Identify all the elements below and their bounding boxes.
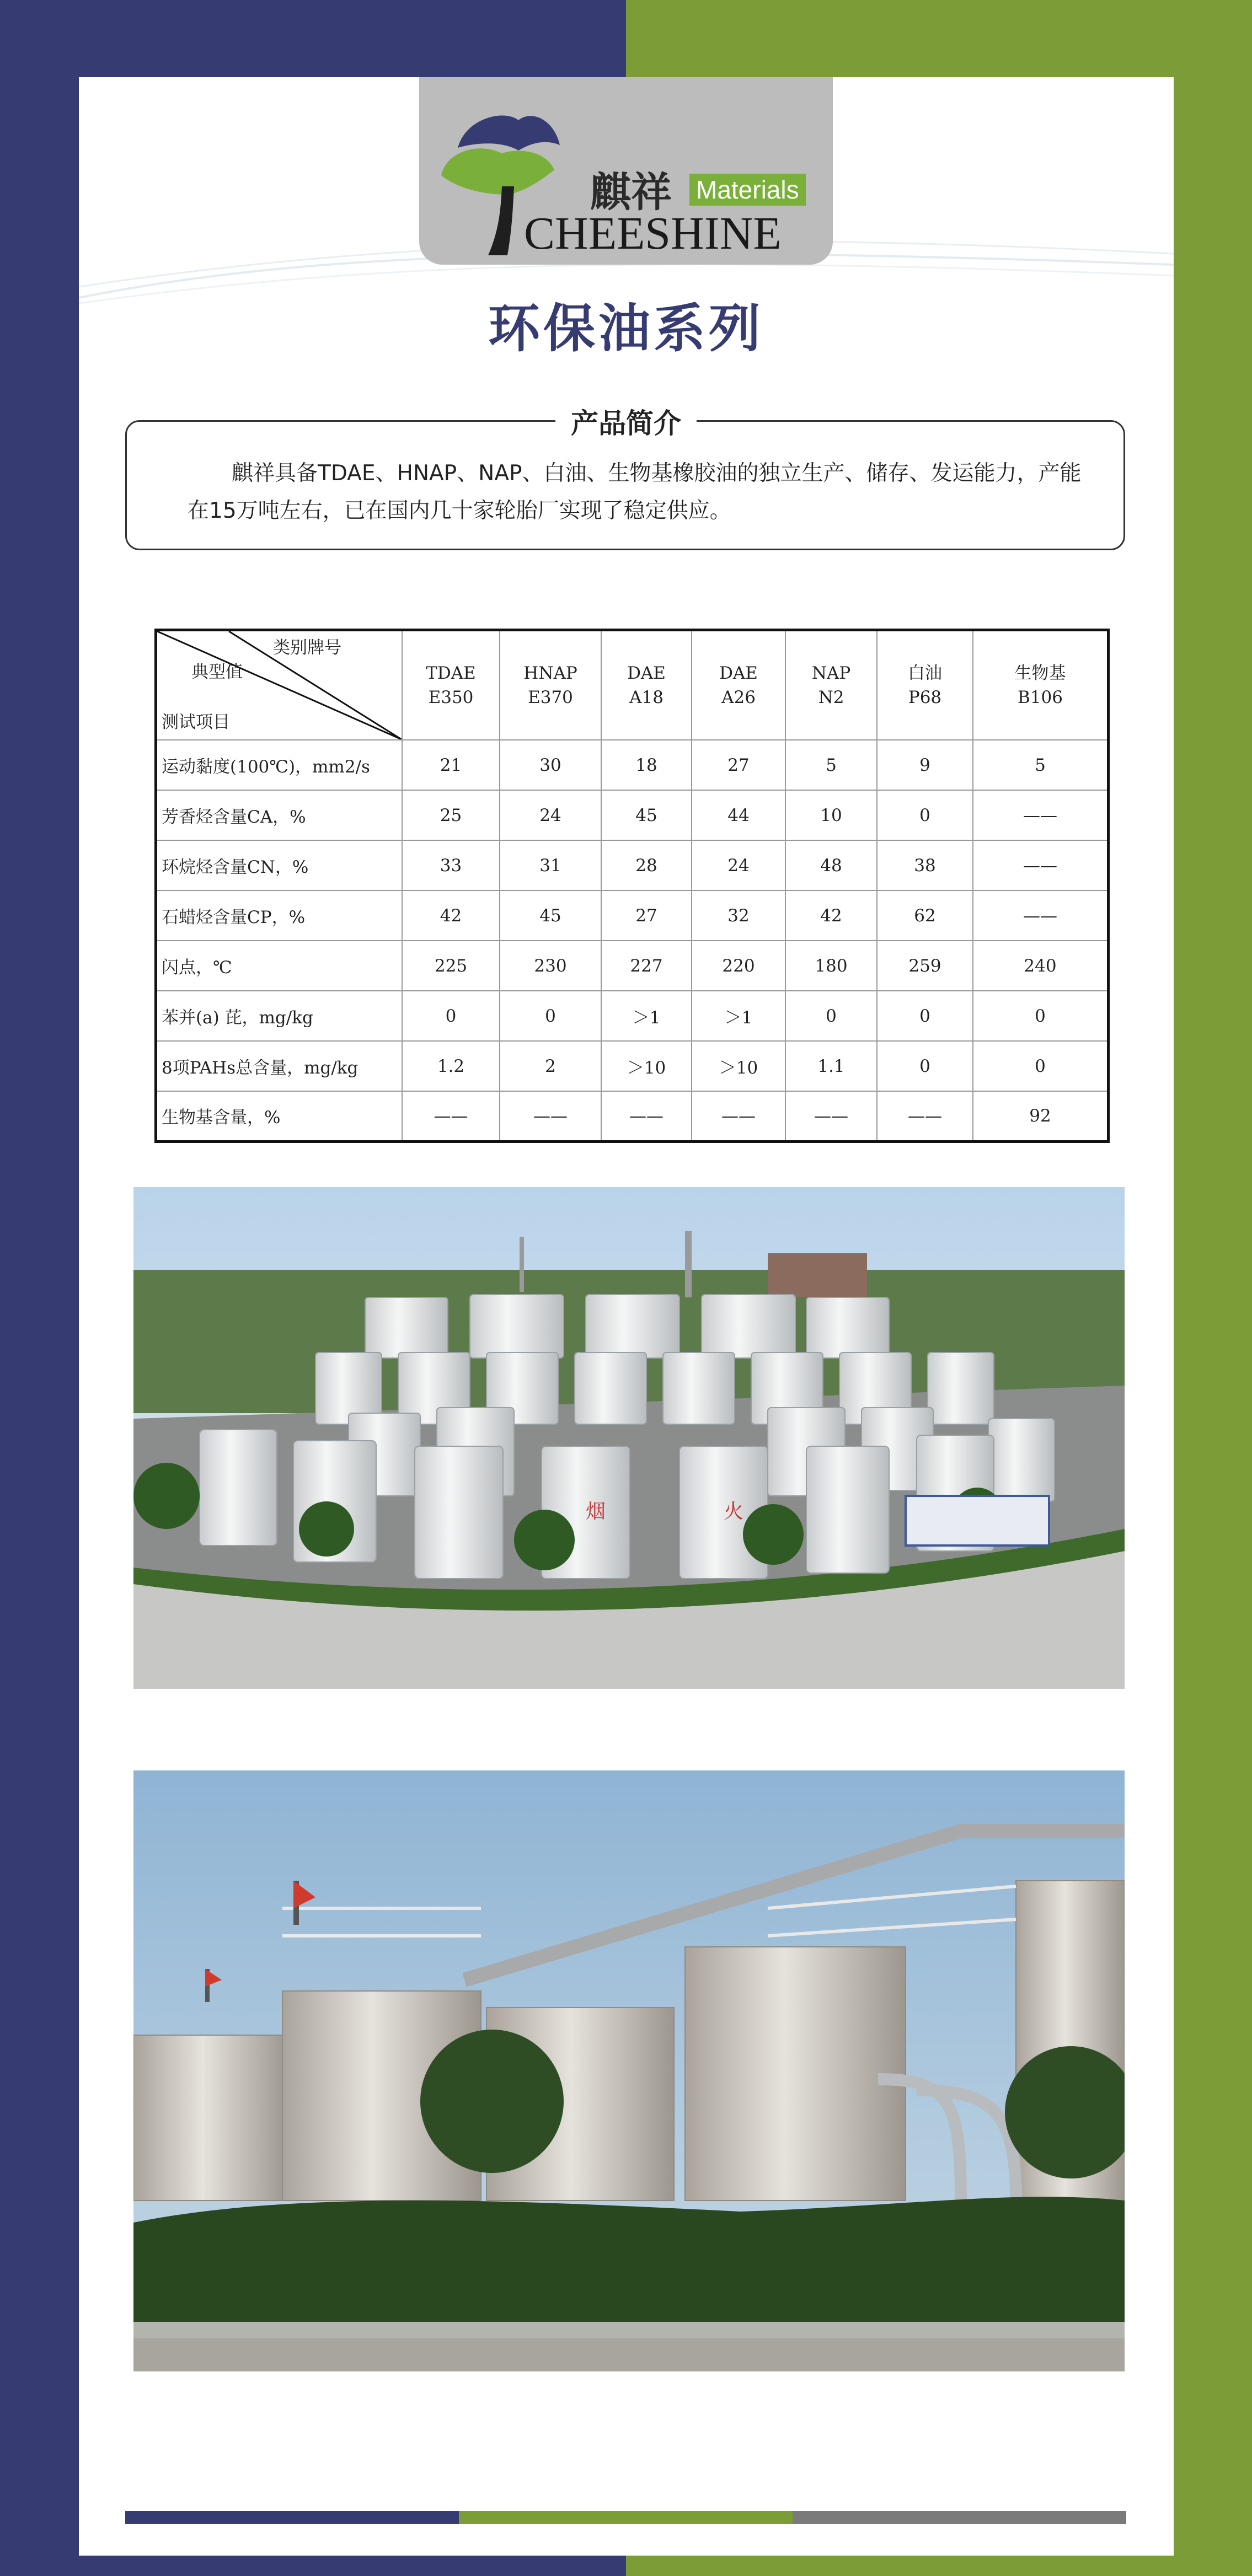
logo-english-name: CHEESHINE: [524, 208, 782, 259]
table-cell: 45: [601, 790, 692, 840]
table-cell: 5: [973, 740, 1109, 790]
row-label: 环烷烃含量CN，%: [156, 840, 403, 890]
tank-sign-smoke: 烟: [586, 1500, 606, 1523]
row-label: 芳香烃含量CA，%: [156, 790, 403, 840]
table-cell: 24: [692, 840, 785, 890]
table-cell: ——: [973, 840, 1109, 890]
table-cell: ——: [601, 1091, 692, 1141]
column-header: DAE A26: [692, 630, 785, 740]
table-cell: 0: [785, 991, 877, 1041]
table-cell: 0: [500, 991, 601, 1041]
tank-farm-photo: [133, 1187, 1125, 1689]
table-cell: ＞10: [601, 1041, 692, 1091]
table-cell: ＞10: [692, 1041, 785, 1091]
intro-heading-wrap: [0, 401, 1252, 441]
footer-bar-navy: [125, 2511, 459, 2524]
column-header: DAE A18: [601, 630, 692, 740]
table-cell: 0: [877, 1041, 973, 1091]
table-cell: 25: [402, 790, 500, 840]
table-cell: 227: [601, 941, 692, 991]
column-header: NAP N2: [785, 630, 877, 740]
table-row: [156, 890, 1109, 941]
table-cell: 240: [973, 941, 1109, 991]
table-cell: 225: [402, 941, 500, 991]
table-cell: 10: [785, 790, 877, 840]
table-cell: ——: [692, 1091, 785, 1141]
table-cell: ——: [402, 1091, 500, 1141]
logo-materials-badge: Materials: [689, 174, 806, 206]
footer-bar-gray: [793, 2511, 1126, 2524]
table-cell: ——: [973, 790, 1109, 840]
table-cell: 21: [402, 740, 500, 790]
tank-sign-fire: 火: [724, 1500, 744, 1523]
column-header: 生物基 B106: [973, 630, 1109, 740]
table-row: [156, 1091, 1109, 1141]
table-row: [156, 740, 1109, 790]
table-cell: 33: [402, 840, 500, 890]
table-cell: 0: [402, 991, 500, 1041]
table-cell: 180: [785, 941, 877, 991]
corner-label-top: 类别牌号: [273, 638, 341, 658]
column-header: HNAP E370: [500, 630, 601, 740]
table-row: [156, 790, 1109, 840]
table-row: [156, 1041, 1109, 1091]
table-cell: ——: [500, 1091, 601, 1141]
row-label: 运动黏度(100℃)，mm2/s: [156, 740, 403, 790]
table-cell: 2: [500, 1041, 601, 1091]
table-cell: 30: [500, 740, 601, 790]
table-cell: 0: [877, 790, 973, 840]
table-cell: ＞1: [692, 991, 785, 1041]
table-cell: 0: [973, 1041, 1109, 1091]
table-corner-cell: [156, 630, 403, 740]
table-cell: 259: [877, 941, 973, 991]
table-cell: 45: [500, 890, 601, 941]
table-cell: 42: [785, 890, 877, 941]
row-label: 生物基含量，%: [156, 1091, 403, 1141]
table-cell: ——: [785, 1091, 877, 1141]
table-cell: 1.1: [785, 1041, 877, 1091]
table-cell: 42: [402, 890, 500, 941]
page-title: 环保油系列: [488, 299, 764, 359]
table-cell: 18: [601, 740, 692, 790]
table-cell: 1.2: [402, 1041, 500, 1091]
row-label: 8项PAHs总含量，mg/kg: [156, 1041, 403, 1091]
intro-heading: 产品简介: [555, 407, 697, 439]
row-label: 苯并(a) 芘，mg/kg: [156, 991, 403, 1041]
corner-label-bottom: 测试项目: [162, 712, 230, 732]
table-cell: 24: [500, 790, 601, 840]
table-cell: 27: [601, 890, 692, 941]
table-cell: 0: [877, 991, 973, 1041]
row-label: 石蜡烃含量CP，%: [156, 890, 403, 941]
logo-chinese-name: 麒祥: [590, 169, 672, 216]
table-header-row: [156, 630, 1109, 740]
row-label: 闪点，℃: [156, 941, 403, 991]
table-cell: 44: [692, 790, 785, 840]
intro-text: 麒祥具备TDAE、HNAP、NAP、白油、生物基橡胶油的独立生产、储存、发运能力，产能在15万吨左右，已在国内几十家轮胎厂实现了稳定供应。: [188, 461, 1082, 523]
table-cell: 5: [785, 740, 877, 790]
table-cell: 220: [692, 941, 785, 991]
table-cell: 0: [973, 991, 1109, 1041]
logo: [419, 77, 833, 265]
table-cell: 38: [877, 840, 973, 890]
table-cell: ——: [877, 1091, 973, 1141]
table-row: [156, 991, 1109, 1041]
column-header: 白油 P68: [877, 630, 973, 740]
table-row: [156, 941, 1109, 991]
table-row: [156, 840, 1109, 890]
table-cell: 92: [973, 1091, 1109, 1141]
storage-tanks-photo: [133, 1770, 1125, 2371]
table-cell: 9: [877, 740, 973, 790]
table-cell: 28: [601, 840, 692, 890]
table-cell: ——: [973, 890, 1109, 941]
table-cell: 230: [500, 941, 601, 991]
table-cell: ＞1: [601, 991, 692, 1041]
table-cell: 31: [500, 840, 601, 890]
table-cell: 48: [785, 840, 877, 890]
spec-table: [154, 629, 1110, 1143]
column-header: TDAE E350: [402, 630, 500, 740]
table-cell: 27: [692, 740, 785, 790]
table-cell: 32: [692, 890, 785, 941]
corner-label-middle: 典型值: [191, 662, 243, 682]
footer-bar-green: [459, 2511, 793, 2524]
table-cell: 62: [877, 890, 973, 941]
